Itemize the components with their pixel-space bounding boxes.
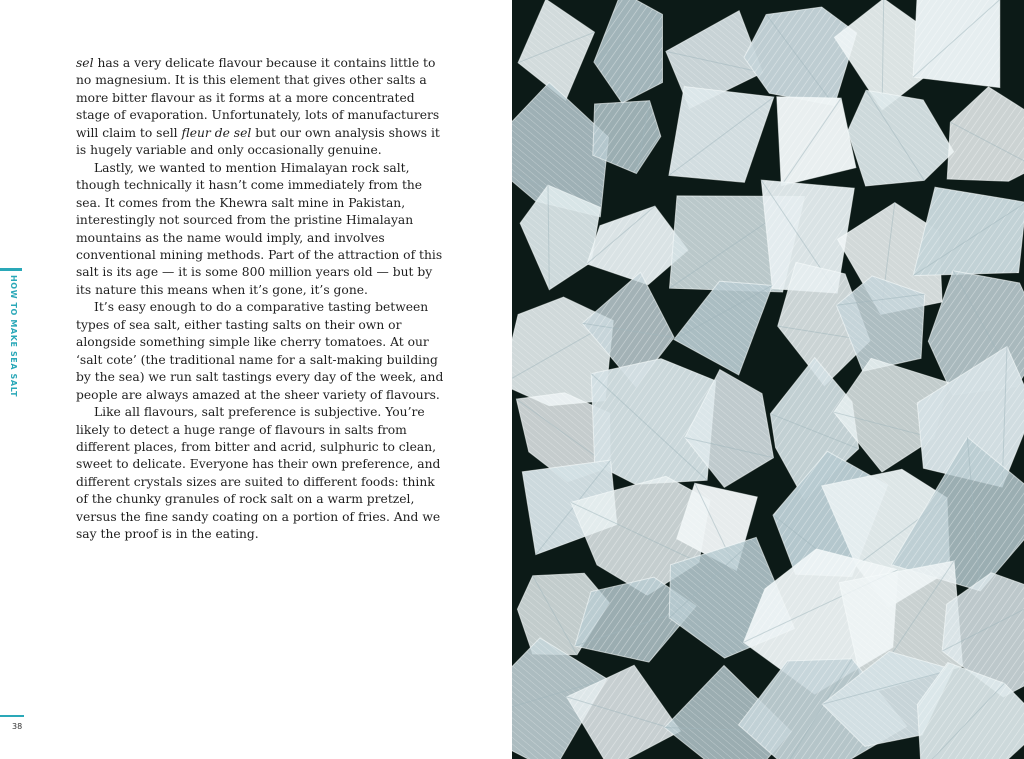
paragraph-4: Like all flavours, salt preference is subjective. You’re likely to detect a huge range of flavours in salts from different places, from bitter and acrid, sulphuric to clean, sweet to delicate. Everyone has their own preference, and different crystals sizes are suited to different foods: think of the chunky granules of rock salt on a warm pretzel, versus the fine sandy coating on a portion of fries. And we say the proof is in the eating. [76, 405, 441, 542]
section-title-vertical: HOW TO MAKE SEA SALT [9, 275, 18, 398]
salt-crystal [913, 0, 1000, 87]
salt-crystals-image [512, 0, 1024, 759]
paragraph-1-text-b: but our own analysis shows it is hugely variable and only occasionally genuine. [76, 125, 440, 158]
section-tab-marker [0, 268, 22, 271]
paragraph-1-text-a: has a very delicate flavour because it contains little to no magnesium. It is this element that gives other salts a more bitter flavour as it forms at a more concentrated stage of evaporation. Unfortunately, lots of manufacturers will claim to sell [76, 56, 440, 140]
paragraph-2: Lastly, we wanted to mention Himalayan rock salt, though technically it hasn’t come immediately from the sea. It comes from the Khewra salt mine in Pakistan, interestingly not sourced from the pristine Himalayan mountains as the name would imply, and involves conventional mining methods. Part of the attraction of this salt is its age — it is some 800 million years old — but by its nature this means when it’s gone, it’s gone. [76, 160, 443, 297]
salt-crystals-photo [512, 0, 1024, 759]
page-number-marker [0, 715, 24, 717]
paragraph-1 [76, 55, 448, 160]
body-text [76, 55, 448, 544]
paragraph-3: It’s easy enough to do a comparative tasting between types of sea salt, either tasting salts on their own or alongside something simple like cherry tomatoes. At our ‘salt cote’ (the traditional name for a salt-making building by the sea) we run salt tastings every day of the week, and people are always amazed at the sheer variety of flavours. [76, 300, 444, 402]
page-number: 38 [12, 722, 23, 731]
italic-term-fleur-de-sel: fleur de sel [181, 125, 252, 140]
italic-term-sel: sel [76, 56, 94, 70]
